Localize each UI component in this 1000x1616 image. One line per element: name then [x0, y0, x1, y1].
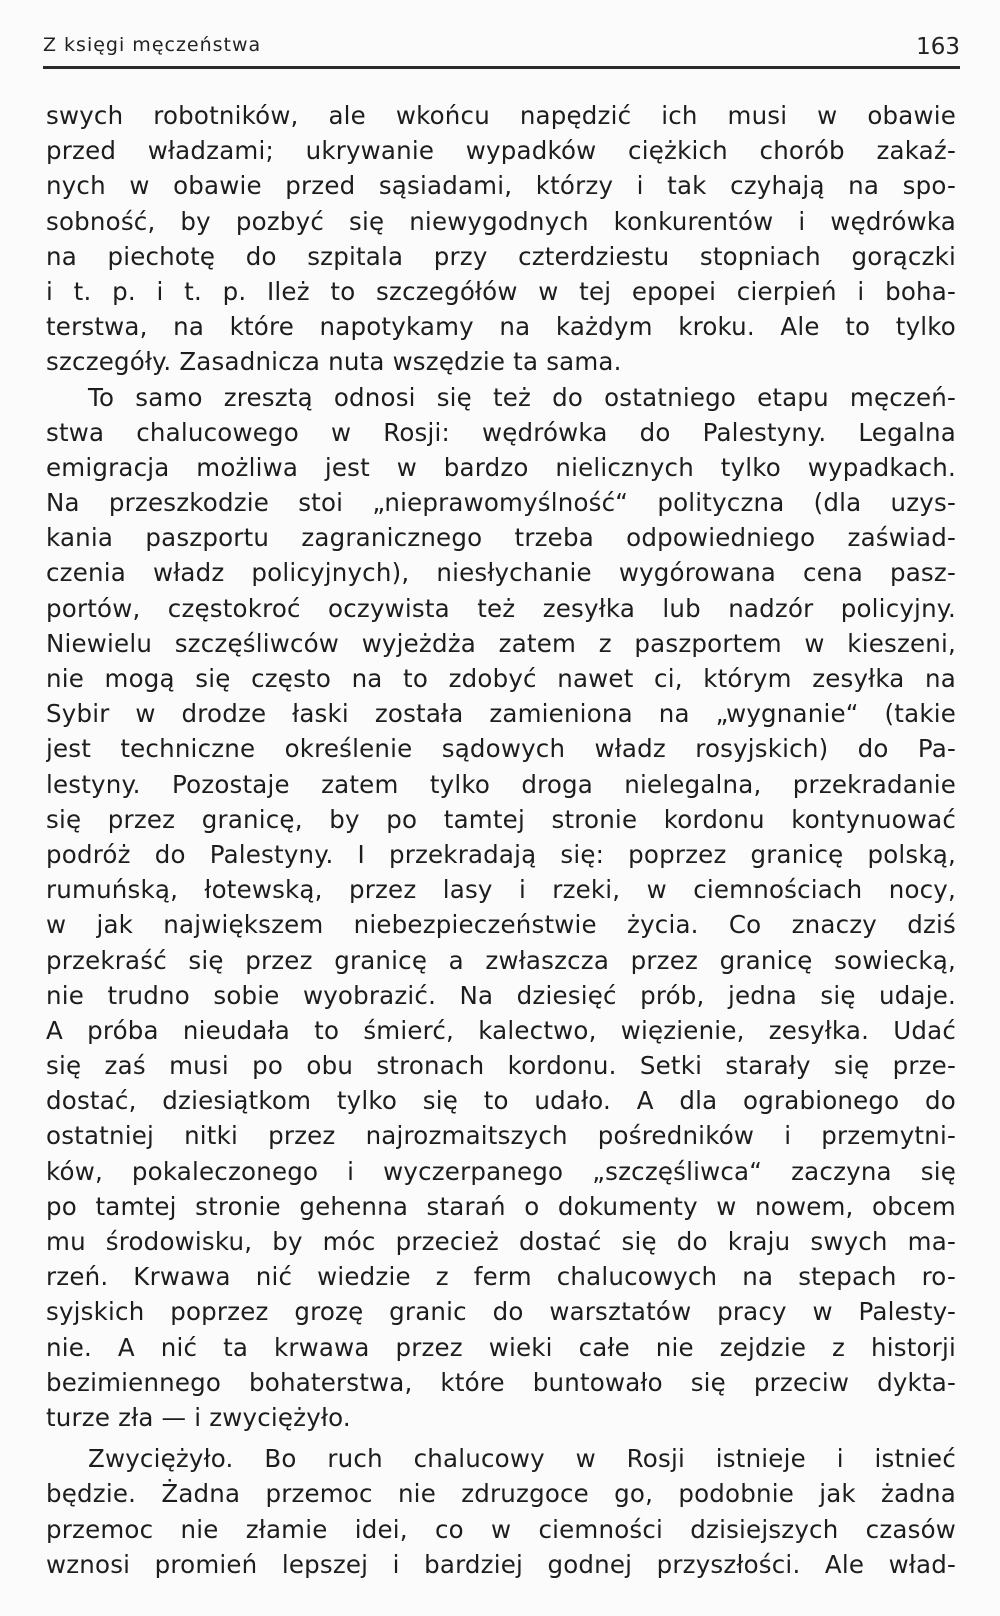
text-line: nie. A nić ta krwawa przez wieki całe nie zejdzie z historji — [46, 1332, 956, 1362]
paragraph-3 — [46, 1441, 956, 1582]
text-line: będzie. Żadna przemoc nie zdruzgoce go, podobnie jak żadna — [46, 1479, 956, 1509]
text-line: po tamtej stronie gehenna starań o dokumenty w nowem, obcem — [46, 1191, 956, 1221]
text-line: dostać, dziesiątkom tylko się to udało. A dla ograbionego do — [46, 1086, 956, 1116]
text-line: rumuńską, łotewską, przez lasy i rzeki, w ciemnościach nocy, — [46, 875, 956, 905]
text-line: przemoc nie złamie idei, co w ciemności dzisiejszych czasów — [46, 1514, 956, 1544]
text-line: Zwyciężyło. Bo ruch chalucowy w Rosji istnieje i istnieć — [88, 1444, 956, 1474]
paragraph-2 — [46, 380, 956, 1436]
text-line: ków, pokaleczonego i wyczerpanego „szczęśliwca“ zaczyna się — [46, 1156, 956, 1186]
text-line: swych robotników, ale wkońcu napędzić ich musi w obawie — [46, 101, 956, 130]
text-line: syjskich poprzez grozę granic do warsztatów pracy w Palesty- — [46, 1297, 956, 1327]
text-line: emigracja możliwa jest w bardzo nielicznych tylko wypadkach. — [46, 452, 956, 482]
text-line: Niewielu szczęśliwców wyjeżdża zatem z paszportem w kieszeni, — [46, 628, 956, 658]
text-line: nie mogą się często na to zdobyć nawet ci, którym zesyłka na — [46, 664, 956, 693]
paragraph-1 — [46, 98, 956, 380]
text-line: bezimiennego bohaterstwa, które buntowało się przeciw dykta- — [46, 1367, 956, 1397]
text-line: się przez granicę, by po tamtej stronie kordonu kontynuować — [46, 804, 956, 834]
page-number: 163 — [916, 34, 960, 60]
text-line: czenia władz policyjnych), niesłychanie wygórowana cena pasz- — [46, 558, 956, 588]
text-line: w jak największem niebezpieczeństwie życia. Co znaczy dziś — [46, 910, 956, 940]
text-line: ostatniej nitki przez najrozmaitszych pośredników i przemytni- — [46, 1121, 956, 1151]
text-line: portów, częstokroć oczywista też zesyłka lub nadzór policyjny. — [46, 593, 956, 623]
text-line: i t. p. i t. p. Ileż to szczegółów w tej epopei cierpień i boha- — [46, 276, 956, 306]
text-line: wznosi promień lepszej i bardziej godnej przyszłości. Ale wład- — [46, 1549, 956, 1579]
text-line: się zaś musi po obu stronach kordonu. Setki starały się prze- — [46, 1051, 956, 1081]
text-line: lestyny. Pozostaje zatem tylko droga nielegalna, przekradanie — [46, 769, 956, 799]
text-line: terstwa, na które napotykamy na każdym kroku. Ale to tylko — [46, 312, 956, 342]
text-line: jest techniczne określenie sądowych władz rosyjskich) do Pa- — [46, 734, 956, 764]
text-line: nie trudno sobie wyobrazić. Na dziesięć prób, jedna się udaje. — [46, 980, 956, 1010]
running-title: Z księgi męczeństwa — [43, 34, 262, 56]
text-line: rzeń. Krwawa nić wiedzie z ferm chalucowych na stepach ro- — [46, 1262, 956, 1292]
text-line: mu środowisku, by móc przecież dostać się do kraju swych ma- — [46, 1227, 956, 1256]
body-text — [46, 98, 956, 1582]
text-line: turze zła — i zwyciężyło. — [46, 1402, 351, 1432]
text-line: stwa chalucowego w Rosji: wędrówka do Palestyny. Legalna — [46, 417, 956, 447]
text-line: To samo zresztą odnosi się też do ostatniego etapu męczeń- — [88, 382, 956, 412]
text-line: Na przeszkodzie stoi „nieprawomyślność“ polityczna (dla uzys- — [46, 488, 956, 518]
text-line: A próba nieudała to śmierć, kalectwo, więzienie, zesyłka. Udać — [46, 1015, 956, 1045]
text-line: nych w obawie przed sąsiadami, którzy i tak czyhają na spo- — [46, 171, 956, 201]
text-line: podróż do Palestyny. I przekradają się: poprzez granicę polską, — [46, 839, 956, 869]
text-line: sobność, by pozbyć się niewygodnych konkurentów i wędrówka — [46, 206, 956, 236]
text-line: kania paszportu zagranicznego trzeba odpowiedniego zaświad- — [46, 523, 956, 553]
header-rule — [43, 66, 960, 69]
text-line: przed władzami; ukrywanie wypadków ciężkich chorób zakaź- — [46, 136, 956, 166]
text-line: Sybir w drodze łaski została zamieniona na „wygnanie“ (takie — [46, 699, 956, 729]
text-line: na piechotę do szpitala przy czterdziestu stopniach gorączki — [46, 241, 956, 271]
text-line: szczegóły. Zasadnicza nuta wszędzie ta sama. — [46, 347, 622, 377]
text-line: przekraść się przez granicę a zwłaszcza przez granicę sowiecką, — [46, 945, 956, 975]
